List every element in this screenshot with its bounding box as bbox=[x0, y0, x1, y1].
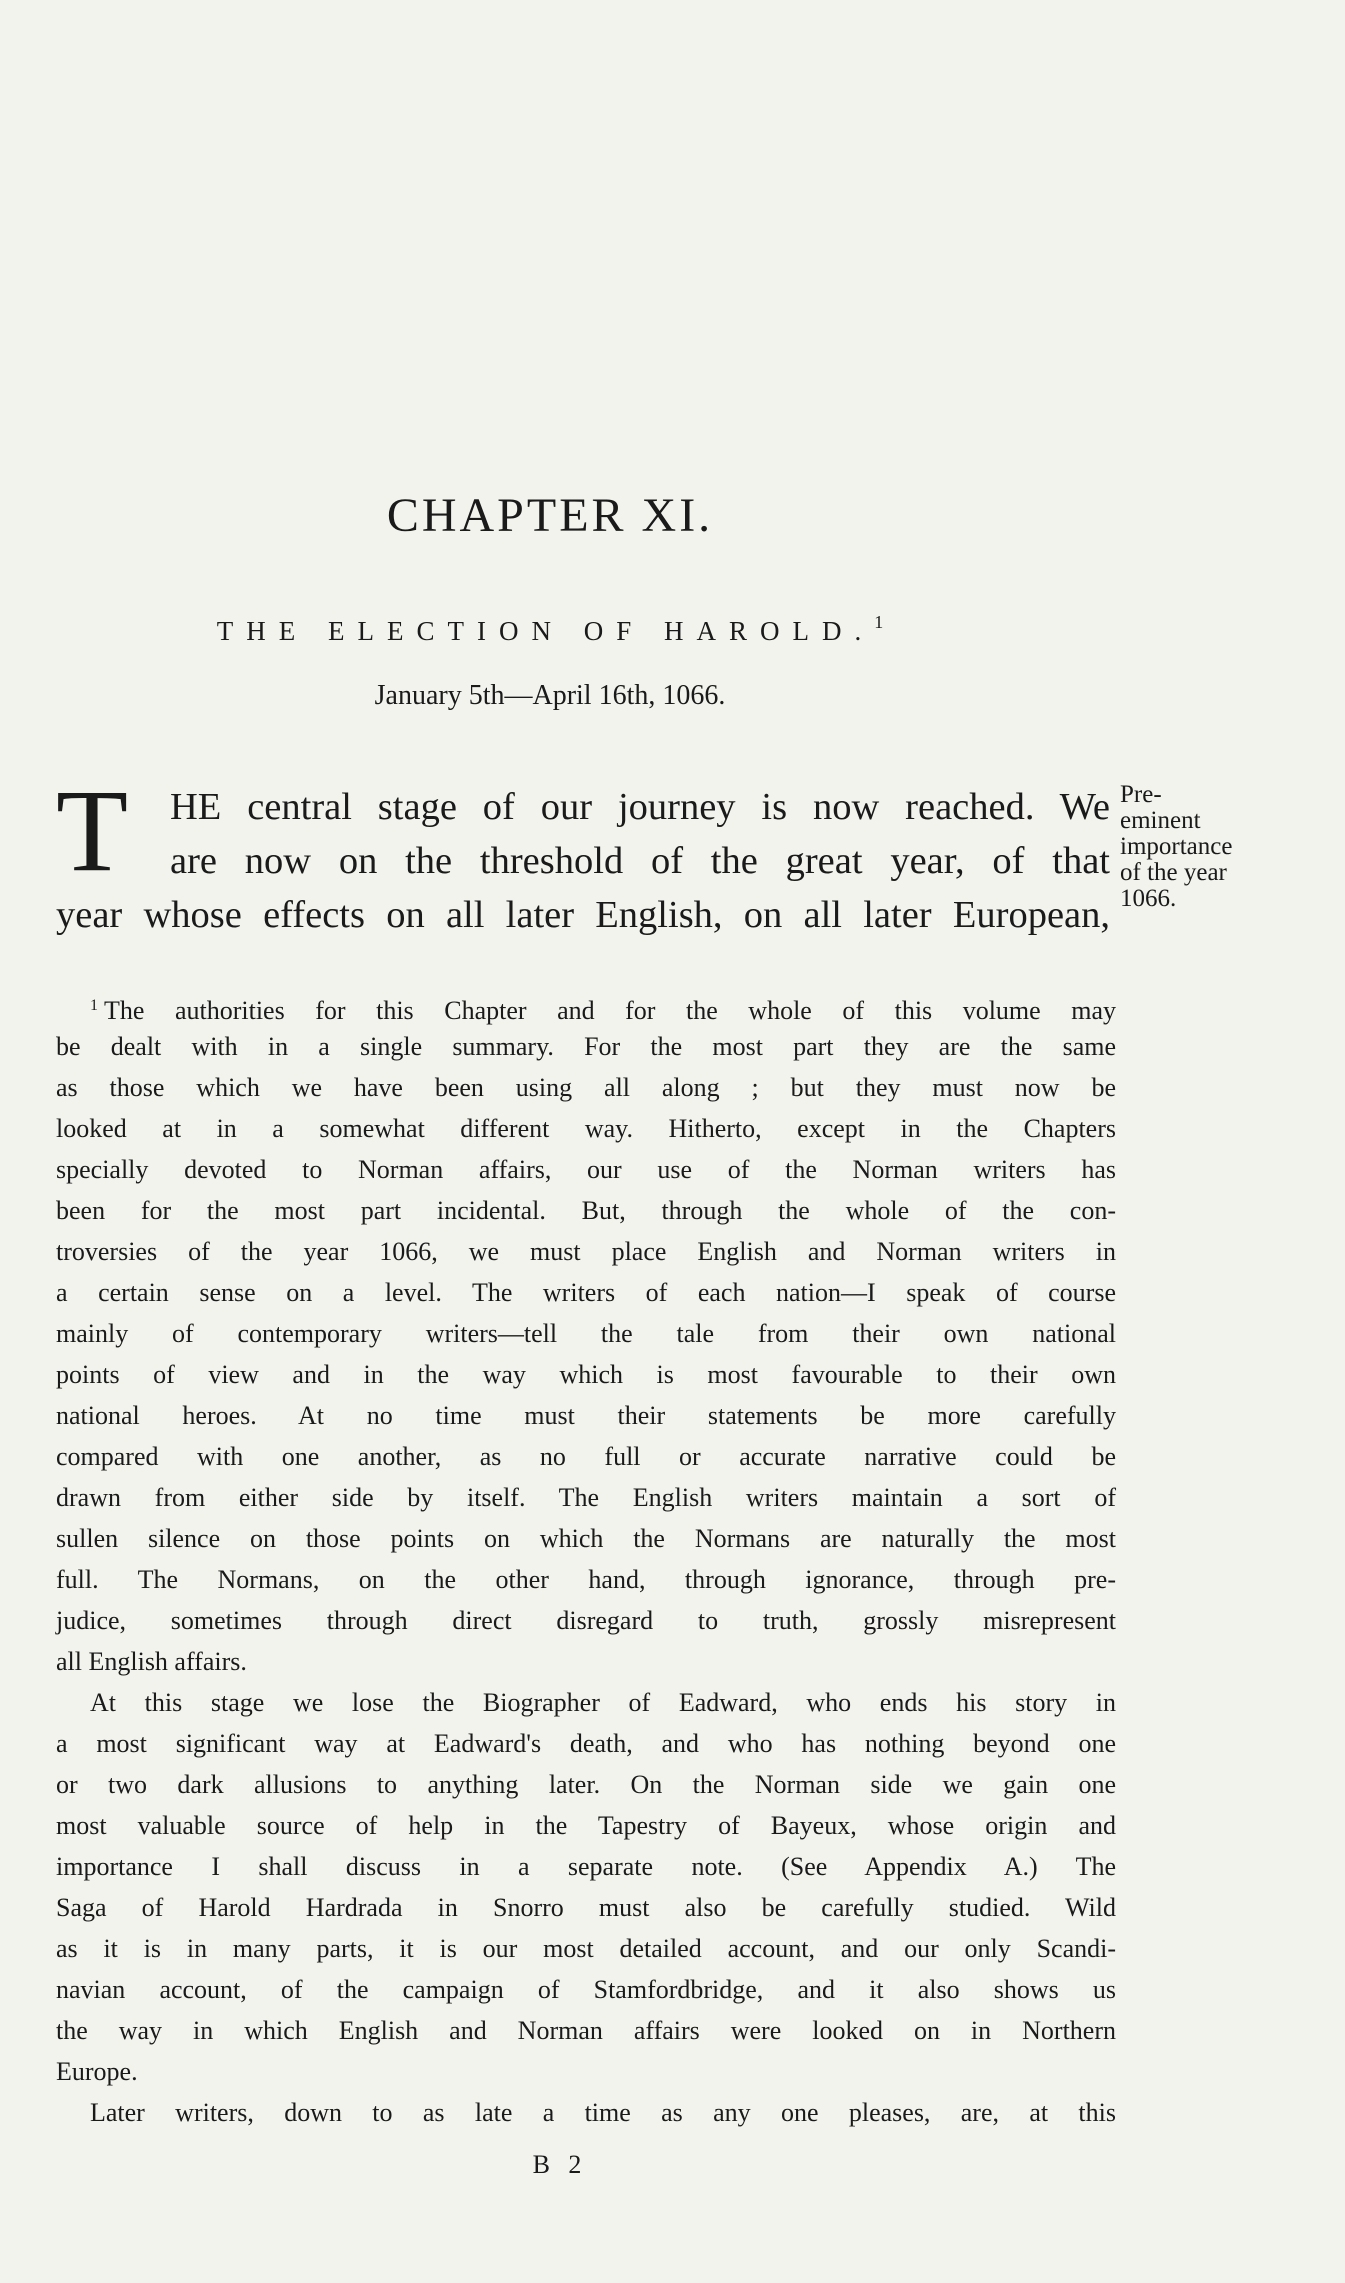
footnote-line: the way in which English and Norman affairs were looked on in Northern bbox=[56, 2016, 1116, 2045]
footnote-line: all English affairs. bbox=[56, 1647, 247, 1676]
footnote-line: troversies of the year 1066, we must place English and Norman writers in bbox=[56, 1237, 1116, 1266]
footnote-line: as those which we have been using all along ; but they must now be bbox=[56, 1073, 1116, 1102]
body-line: year whose effects on all later English, on all later European, bbox=[56, 894, 1110, 936]
footnote-line: looked at in a somewhat different way. Hitherto, except in the Chapters bbox=[56, 1114, 1116, 1143]
margin-note-line: eminent bbox=[1120, 807, 1201, 834]
drop-cap: T bbox=[56, 765, 127, 896]
margin-note bbox=[1120, 782, 1300, 912]
footnote-line: Saga of Harold Hardrada in Snorro must also be carefully studied. Wild bbox=[56, 1893, 1116, 1922]
footnote-line: a certain sense on a level. The writers of each nation—I speak of course bbox=[56, 1278, 1116, 1307]
footnote-line: Later writers, down to as late a time as any one pleases, are, at this bbox=[90, 2098, 1116, 2127]
footnote-line: full. The Normans, on the other hand, through ignorance, through pre- bbox=[56, 1565, 1116, 1594]
footnote-line: national heroes. At no time must their statements be more carefully bbox=[56, 1401, 1116, 1430]
margin-note-line: of the year bbox=[1120, 859, 1227, 886]
footnote-line bbox=[56, 985, 1116, 1026]
body-line: are now on the threshold of the great year, of that bbox=[170, 840, 1110, 882]
footnote-reference[interactable]: 1 bbox=[874, 612, 884, 632]
footnote-text: The authorities for this Chapter and for the whole of this volume may bbox=[104, 996, 1116, 1025]
chapter-dates: January 5th—April 16th, 1066. bbox=[374, 680, 726, 711]
section-title bbox=[0, 612, 1100, 647]
footnote-line: navian account, of the campaign of Stamfordbridge, and it also shows us bbox=[56, 1975, 1116, 2004]
body-line: HE central stage of our journey is now reached. We bbox=[170, 786, 1110, 828]
footnote-line: mainly of contemporary writers—tell the tale from their own national bbox=[56, 1319, 1116, 1348]
footnote-line: At this stage we lose the Biographer of Eadward, who ends his story in bbox=[90, 1688, 1116, 1717]
body-text bbox=[56, 765, 1110, 942]
footnote-line: be dealt with in a single summary. For the most part they are the same bbox=[56, 1032, 1116, 1061]
footnote-line: judice, sometimes through direct disregard to truth, grossly misrepresent bbox=[56, 1606, 1116, 1635]
footnotes bbox=[56, 985, 1116, 2133]
margin-note-line: 1066. bbox=[1120, 885, 1177, 912]
section-title-text: THE ELECTION OF HAROLD. bbox=[216, 616, 875, 646]
footnote-line: been for the most part incidental. But, through the whole of the con- bbox=[56, 1196, 1116, 1225]
page-signature: B 2 bbox=[532, 2150, 588, 2179]
footnote-line: points of view and in the way which is most favourable to their own bbox=[56, 1360, 1116, 1389]
footnote-line: importance I shall discuss in a separate note. (See Appendix A.) The bbox=[56, 1852, 1116, 1881]
footnote-marker: 1 bbox=[90, 997, 98, 1014]
footnote-line: Europe. bbox=[56, 2057, 138, 2086]
footnote-line: as it is in many parts, it is our most detailed account, and our only Scandi- bbox=[56, 1934, 1116, 1963]
footnote-line: or two dark allusions to anything later. On the Norman side we gain one bbox=[56, 1770, 1116, 1799]
margin-note-line: importance bbox=[1120, 833, 1233, 860]
footnote-line: sullen silence on those points on which the Normans are naturally the most bbox=[56, 1524, 1116, 1553]
footnote-line: a most significant way at Eadward's death, and who has nothing beyond one bbox=[56, 1729, 1116, 1758]
footnote-line: drawn from either side by itself. The English writers maintain a sort of bbox=[56, 1483, 1116, 1512]
footnote-line: most valuable source of help in the Tapestry of Bayeux, whose origin and bbox=[56, 1811, 1116, 1840]
footnote-line: compared with one another, as no full or accurate narrative could be bbox=[56, 1442, 1116, 1471]
chapter-title: CHAPTER XI. bbox=[386, 489, 714, 542]
margin-note-line: Pre- bbox=[1120, 781, 1162, 808]
footnote-line: specially devoted to Norman affairs, our use of the Norman writers has bbox=[56, 1155, 1116, 1184]
